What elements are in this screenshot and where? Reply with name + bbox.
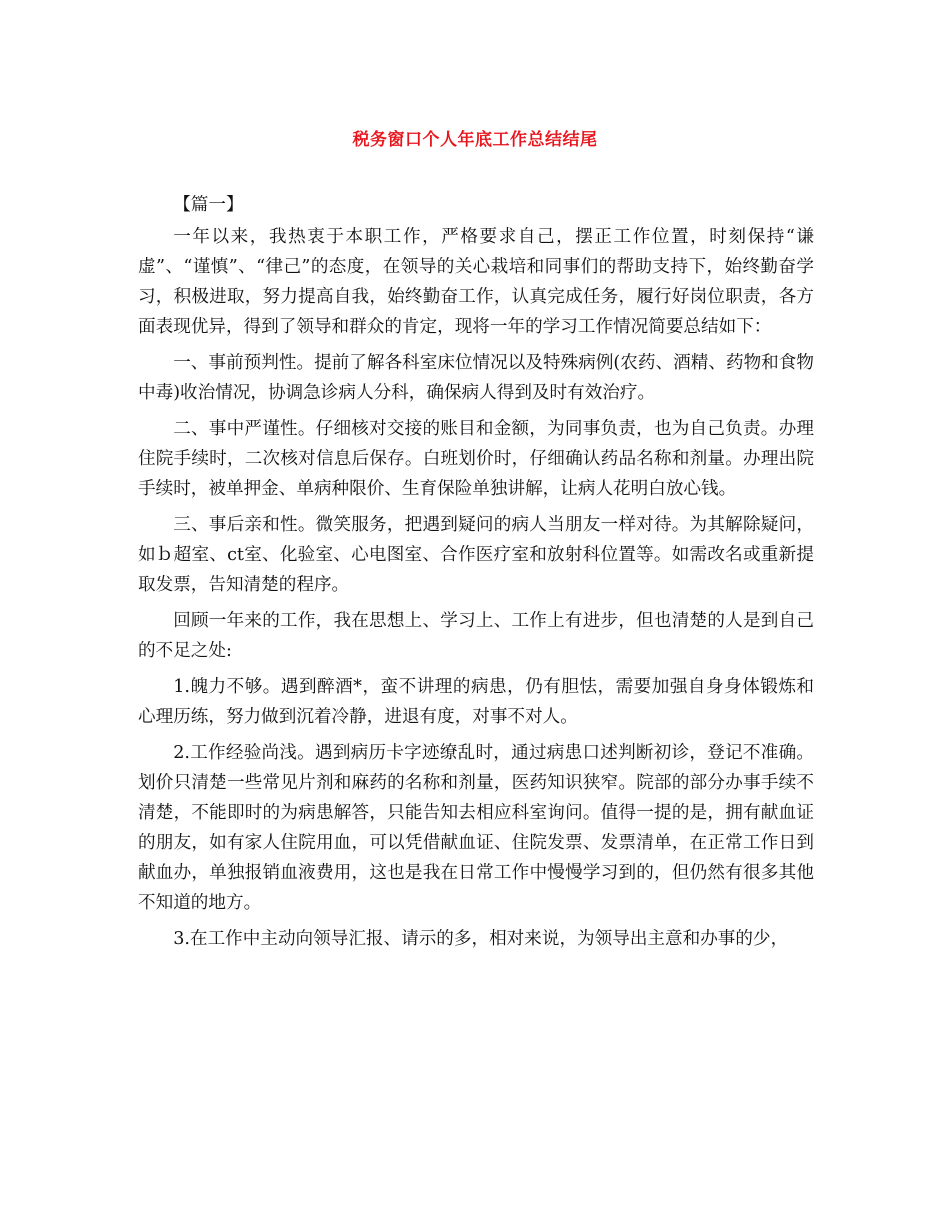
section-label: 【篇一】 [173,195,244,215]
document-title: 税务窗口个人年底工作总结结尾 [352,130,598,150]
paragraph-shortcoming-3: 3.在工作中主动向领导汇报、请示的多，相对来说，为领导出主意和办事的少， [173,929,789,949]
paragraph-item-2: 二、事中严谨性。仔细核对交接的账目和金额，为同事负责，也为自己负责。办理住院手续时，二次核对信息后保存。白班划价时，仔细确认药品名称和剂量。办理出院手续时，被单押金、单病种限价、生育保险单独讲解，让病人花明白放心钱。 [138,419,814,499]
paragraph-intro: 一年以来，我热衷于本职工作，严格要求自己，摆正工作位置，时刻保持“谦虚”、“谨慎”、“律己”的态度，在领导的关心栽培和同事们的帮助支持下，始终勤奋学习，积极进取，努力提高自我，始终勤奋工作，认真完成任务，履行好岗位职责，各方面表现优异，得到了领导和群众的肯定，现将一年的学习工作情况简要总结如下： [138,227,814,337]
document-body [138,190,814,960]
paragraph-item-1: 一、事前预判性。提前了解各科室床位情况以及特殊病例(农药、酒精、药物和食物中毒)收治情况，协调急诊病人分科，确保病人得到及时有效治疗。 [138,353,814,403]
paragraph-review: 回顾一年来的工作，我在思想上、学习上、工作上有进步，但也清楚的人是到自己的不足之处: [138,611,814,661]
paragraph-item-3: 三、事后亲和性。微笑服务，把遇到疑问的病人当朋友一样对待。为其解除疑问，如ｂ超室、ct室、化验室、心电图室、合作医疗室和放射科位置等。如需改名或重新提取发票，告知清楚的程序。 [138,515,814,595]
paragraph-shortcoming-2: 2.工作经验尚浅。遇到病历卡字迹缭乱时，通过病患口述判断初诊，登记不准确。划价只清楚一些常见片剂和麻药的名称和剂量，医药知识狭窄。院部的部分办事手续不清楚，不能即时的为病患解答，只能告知去相应科室询问。值得一提的是，拥有献血证的朋友，如有家人住院用血，可以凭借献血证、住院发票、发票清单，在正常工作日到献血办，单独报销血液费用，这也是我在日常工作中慢慢学习到的，但仍然有很多其他不知道的地方。 [138,743,814,913]
paragraph-shortcoming-1: 1.魄力不够。遇到醉酒*，蛮不讲理的病患，仍有胆怯，需要加强自身身体锻炼和心理历练，努力做到沉着冷静，进退有度，对事不对人。 [138,677,814,727]
